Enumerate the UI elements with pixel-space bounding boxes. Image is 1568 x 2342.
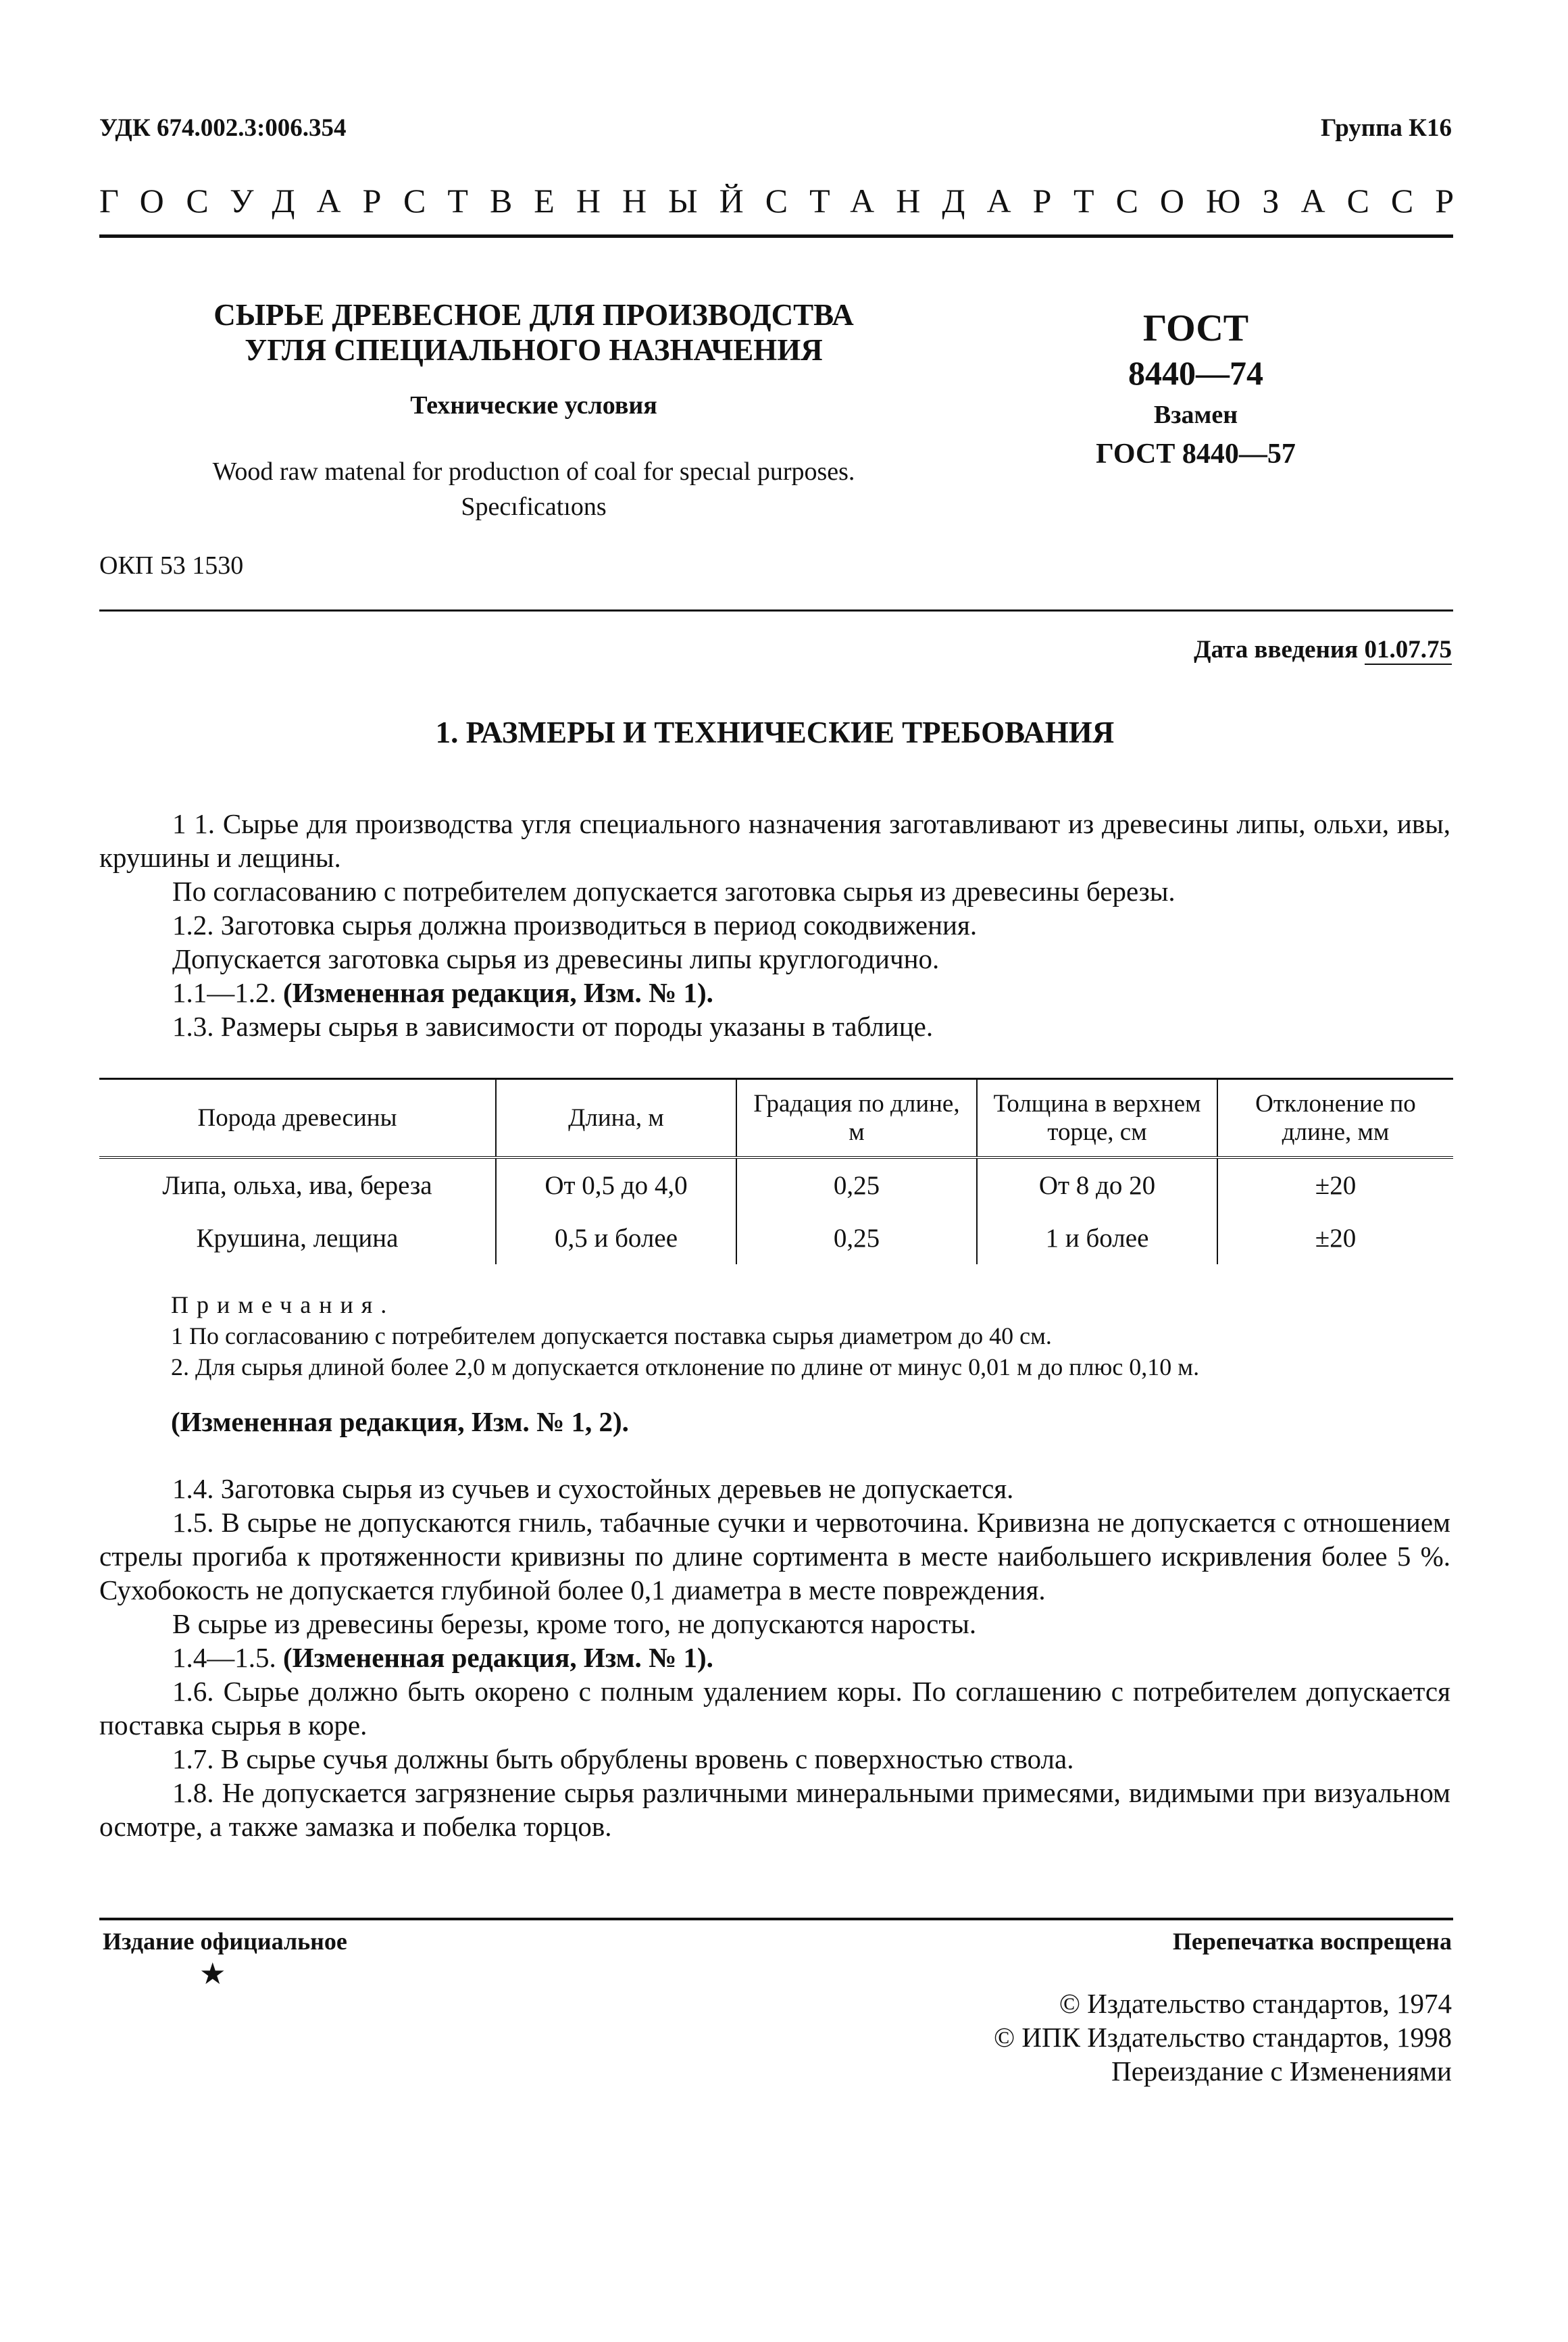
- copyright-line: © ИПК Издательство стандартов, 1998: [993, 2022, 1452, 2053]
- title-line-1: СЫРЬЕ ДРЕВЕСНОЕ ДЛЯ ПРОИЗВОДСТВА: [213, 298, 854, 332]
- paragraph: 1.3. Размеры сырья в зависимости от породы указаны в таблице.: [172, 1011, 934, 1042]
- copyright-block: [994, 1987, 1452, 2088]
- title-line-2: УГЛЯ СПЕЦИАЛЬНОГО НАЗНАЧЕНИЯ: [245, 333, 823, 367]
- table-cell: 1 и более: [977, 1212, 1217, 1264]
- star-icon: ★: [199, 1958, 226, 1991]
- heading-word: СОЮЗА: [1115, 182, 1347, 220]
- table-header-cell: Порода древесины: [197, 1103, 397, 1132]
- reprint-prohibited: Перепечатка воспрещена: [1172, 1928, 1452, 1955]
- paragraph: 1.5. В сырье не допускаются гниль, табачные сучки и червоточина. Кривизна не допускается с отношением стрелы прогиба к протяженности кривизны по длине сортимента в месте наибольшего искривления более 5 %. Сухобокость не допускается глубиной более 0,1 диаметра в месте повреждения.: [99, 1507, 1450, 1605]
- english-title-line-1: Wood raw matenal for productıon of coal for specıal purposes.: [212, 457, 855, 486]
- table-header-cell: Толщина в верхнем торце, см: [977, 1079, 1217, 1158]
- title-rule: [99, 609, 1453, 612]
- heading-word: СТАНДАРТ: [765, 182, 1116, 220]
- clause-ref: 1.1—1.2.: [172, 977, 276, 1008]
- table-header-cell: Отклонение по длине, мм: [1217, 1079, 1453, 1158]
- table-cell: 0,25: [736, 1157, 977, 1212]
- amendment-note: (Измененная редакция, Изм. № 1).: [283, 1642, 713, 1673]
- english-title: [135, 454, 932, 524]
- paragraph: [99, 1641, 1450, 1674]
- paragraph: 1.8. Не допускается загрязнение сырья различными минеральными примесями, видимыми при визуальном осмотре, а также замазка и побелка торцов.: [99, 1777, 1450, 1842]
- effective-date-label: Дата введения: [1194, 636, 1359, 664]
- table-cell: ±20: [1217, 1212, 1453, 1264]
- amendment-note: (Измененная редакция, Изм. № 1).: [283, 977, 713, 1008]
- table-cell: 0,25: [736, 1212, 977, 1264]
- table-notes: [171, 1289, 1199, 1382]
- heading-word: ССР: [1346, 182, 1476, 220]
- english-title-line-2: Specıficatıons: [461, 493, 607, 521]
- gost-number: 8440—74: [1128, 354, 1263, 392]
- official-edition: Издание официальное: [103, 1928, 347, 1955]
- paragraph: 1.7. В сырье сучья должны быть обрублены вровень с поверхностью ствола.: [172, 1743, 1074, 1774]
- table-row: [99, 1157, 1453, 1212]
- old-gost-number: ГОСТ 8440—57: [1096, 439, 1296, 470]
- table-header-cell: Градация по длине, м: [736, 1079, 977, 1158]
- okp-code: ОКП 53 1530: [99, 551, 244, 580]
- document-subtitle: Технические условия: [410, 391, 657, 420]
- table-header-row: [99, 1079, 1453, 1158]
- table-cell: ±20: [1217, 1157, 1453, 1212]
- section-title: 1. РАЗМЕРЫ И ТЕХНИЧЕСКИЕ ТРЕБОВАНИЯ: [435, 716, 1115, 749]
- dimensions-table: [99, 1078, 1453, 1264]
- paragraph: 1.2. Заготовка сырья должна производиться в период сокодвижения.: [172, 910, 978, 941]
- table-cell: От 0,5 до 4,0: [496, 1157, 736, 1212]
- heading-rule: [99, 234, 1453, 238]
- table-cell: От 8 до 20: [977, 1157, 1217, 1212]
- section-text-bottom: [99, 1472, 1450, 1843]
- reissue-line: Переиздание с Изменениями: [1111, 2056, 1452, 2087]
- amendment-note: (Измененная редакция, Изм. № 1, 2).: [171, 1406, 629, 1437]
- section-text-top: [99, 807, 1450, 1043]
- document-title: [135, 297, 932, 368]
- table-cell: Липа, ольха, ива, береза: [162, 1170, 432, 1200]
- note-item: 2. Для сырья длиной более 2,0 м допускается отклонение по длине от минус 0,01 м до плюс 0,10 м.: [171, 1353, 1200, 1380]
- state-standard-heading: [99, 181, 1476, 220]
- paragraph: 1.4. Заготовка сырья из сучьев и сухостойных деревьев не допускается.: [172, 1473, 1014, 1504]
- paragraph: По согласованию с потребителем допускается заготовка сырья из древесины березы.: [172, 876, 1175, 907]
- note-item: 1 По согласованию с потребителем допускается поставка сырья диаметром до 40 см.: [171, 1322, 1052, 1349]
- gost-label: ГОСТ: [1142, 307, 1249, 349]
- effective-date-value: 01.07.75: [1364, 636, 1452, 664]
- clause-ref: 1.4—1.5.: [172, 1642, 276, 1673]
- paragraph: Допускается заготовка сырья из древесины липы круглогодично.: [172, 943, 940, 974]
- table-cell: Крушина, лещина: [196, 1223, 399, 1253]
- table-header-cell: Длина, м: [496, 1079, 736, 1158]
- copyright-line: © Издательство стандартов, 1974: [1059, 1988, 1452, 2019]
- paragraph: 1.6. Сырье должно быть окорено с полным удалением коры. По соглашению с потребителем допускается поставка сырья в коре.: [99, 1676, 1450, 1741]
- table-row: [99, 1212, 1453, 1264]
- paragraph: 1 1. Сырье для производства угля специального назначения заготавливают из древесины липы, ольхи, ивы, крушины и лещины.: [99, 808, 1450, 873]
- table-cell: 0,5 и более: [496, 1212, 736, 1264]
- effective-date: [1194, 635, 1452, 664]
- replaces-label: Взамен: [1153, 401, 1238, 429]
- footer-rule: [99, 1918, 1453, 1920]
- udk-code: УДК 674.002.3:006.354: [99, 114, 347, 142]
- gost-number-box: [1044, 305, 1348, 473]
- paragraph: [99, 976, 1450, 1010]
- notes-title: Примечания.: [171, 1291, 395, 1318]
- group-code: Группа К16: [1320, 114, 1452, 142]
- heading-word: ГОСУДАРСТВЕННЫЙ: [99, 182, 765, 220]
- paragraph: В сырье из древесины березы, кроме того, не допускаются наросты.: [172, 1608, 977, 1639]
